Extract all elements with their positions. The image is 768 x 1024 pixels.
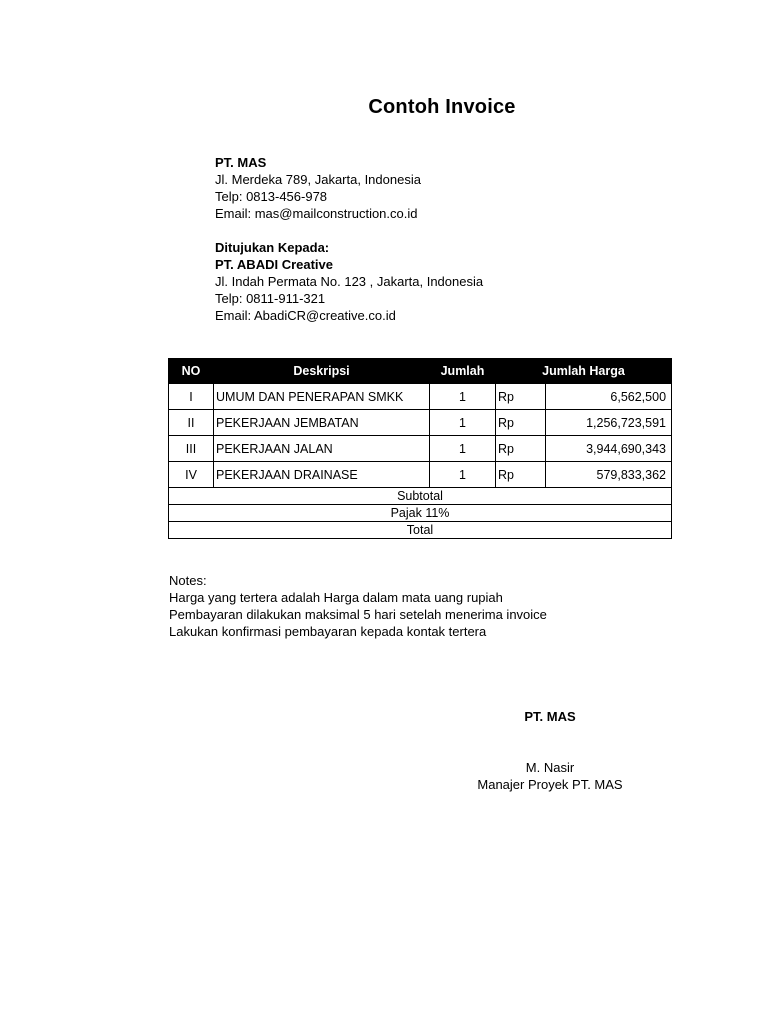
row-amount: 1,256,723,591: [546, 410, 672, 436]
header-quantity: Jumlah: [430, 359, 496, 384]
row-quantity: 1: [430, 384, 496, 410]
recipient-heading: Ditujukan Kepada:: [215, 240, 330, 255]
sender-address: Jl. Merdeka 789, Jakarta, Indonesia: [215, 172, 421, 187]
row-currency: Rp: [496, 410, 546, 436]
sender-phone: Telp: 0813-456-978: [215, 189, 328, 204]
notes-line: Harga yang tertera adalah Harga dalam mata uang rupiah: [169, 590, 503, 605]
row-quantity: 1: [430, 462, 496, 488]
recipient-email: Email: AbadiCR@creative.co.id: [215, 308, 396, 323]
row-quantity: 1: [430, 410, 496, 436]
row-description: PEKERJAAN DRAINASE: [214, 462, 430, 488]
sender-email: Email: mas@mailconstruction.co.id: [215, 206, 418, 221]
invoice-table: [168, 358, 672, 539]
tax-label: Pajak 11%: [169, 505, 672, 522]
row-currency: Rp: [496, 384, 546, 410]
signature-company: PT. MAS: [524, 709, 576, 724]
row-amount: 579,833,362: [546, 462, 672, 488]
invoice-title: Contoh Invoice: [368, 96, 516, 118]
row-currency: Rp: [496, 462, 546, 488]
row-description: PEKERJAAN JALAN: [214, 436, 430, 462]
row-no: IV: [169, 462, 214, 488]
table-row: [169, 436, 672, 462]
header-no: NO: [169, 359, 214, 384]
row-description: PEKERJAAN JEMBATAN: [214, 410, 430, 436]
notes-line: Pembayaran dilakukan maksimal 5 hari setelah menerima invoice: [169, 607, 547, 622]
row-currency: Rp: [496, 436, 546, 462]
table-row: [169, 462, 672, 488]
total-label: Total: [169, 522, 672, 539]
row-no: I: [169, 384, 214, 410]
recipient-block: [215, 239, 483, 324]
row-quantity: 1: [430, 436, 496, 462]
recipient-address: Jl. Indah Permata No. 123 , Jakarta, Indonesia: [215, 274, 484, 289]
sender-name: PT. MAS: [215, 155, 267, 170]
notes-block: [169, 572, 547, 640]
row-description: UMUM DAN PENERAPAN SMKK: [214, 384, 430, 410]
recipient-phone: Telp: 0811-911-321: [215, 291, 326, 306]
subtotal-row: [169, 488, 672, 505]
row-amount: 6,562,500: [546, 384, 672, 410]
notes-line: Lakukan konfirmasi pembayaran kepada kontak tertera: [169, 624, 487, 639]
row-no: II: [169, 410, 214, 436]
row-amount: 3,944,690,343: [546, 436, 672, 462]
table-header-row: [169, 359, 672, 384]
row-no: III: [169, 436, 214, 462]
header-description: Deskripsi: [214, 359, 430, 384]
signature-name: M. Nasir: [525, 760, 575, 775]
header-amount: Jumlah Harga: [496, 359, 672, 384]
recipient-name: PT. ABADI Creative: [215, 257, 333, 272]
notes-heading: Notes:: [169, 573, 207, 588]
sender-block: [215, 154, 421, 222]
signature-role: Manajer Proyek PT. MAS: [477, 777, 623, 792]
table-row: [169, 384, 672, 410]
tax-row: [169, 505, 672, 522]
subtotal-label: Subtotal: [169, 488, 672, 505]
total-row: [169, 522, 672, 539]
table-row: [169, 410, 672, 436]
